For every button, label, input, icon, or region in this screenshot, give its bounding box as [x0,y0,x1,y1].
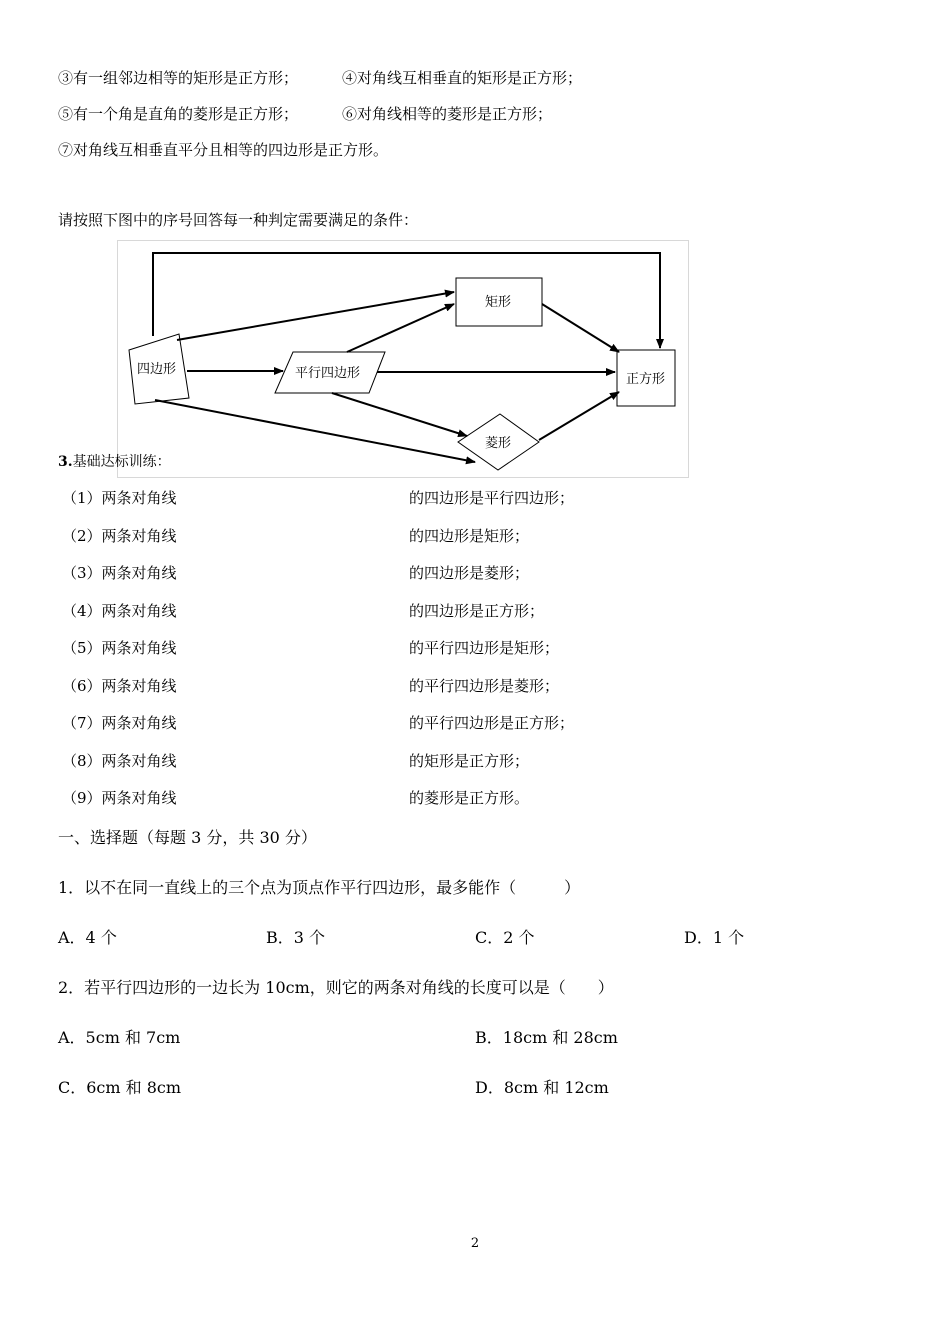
exercise-4-prefix: （4）两条对角线 [62,602,177,620]
exercise-2-suffix: 的四边形是矩形； [409,527,530,545]
question-2-stem: 2．若平行四边形的一边长为 10cm，则它的两条对角线的长度可以是（ ） [58,978,614,997]
intro-line-4: ④对角线互相垂直的矩形是正方形； [342,69,583,87]
question-2-option-d: D．8cm 和 12cm [475,1078,609,1097]
section-3-number: 3. [58,454,73,470]
node-rectangle-label: 矩形 [485,295,512,310]
exercise-3-prefix: （3）两条对角线 [62,564,177,582]
arrow-rectangle-to-square [542,304,619,352]
arrow-quadrilateral-to-rhombus [155,400,475,462]
node-parallelogram-label: 平行四边形 [295,366,361,381]
exercise-8-suffix: 的矩形是正方形； [409,752,530,770]
exercise-1-prefix: （1）两条对角线 [62,489,177,507]
question-1-option-a: A．4 个 [58,928,117,947]
page-number: 2 [470,1236,480,1251]
node-square-label: 正方形 [626,372,666,387]
question-2-option-b: B．18cm 和 28cm [475,1028,618,1047]
section-3-title-text: 基础达标训练： [72,454,171,470]
intro-line-5: ⑤有一个角是直角的菱形是正方形； [58,105,299,123]
exercise-8-prefix: （8）两条对角线 [62,752,177,770]
exercise-3-suffix: 的四边形是菱形； [409,564,530,582]
choice-section-title: 一、选择题（每题 3 分，共 30 分） [58,828,317,847]
arrow-quadrilateral-to-rectangle [177,292,454,340]
arrow-rhombus-to-square [539,392,619,440]
exercise-4-suffix: 的四边形是正方形； [409,602,545,620]
intro-line-6: ⑥对角线相等的菱形是正方形； [342,105,553,123]
quadrilateral-classification-diagram [117,240,689,478]
exercise-6-prefix: （6）两条对角线 [62,677,177,695]
exercise-1-suffix: 的四边形是平行四边形； [409,489,575,507]
node-rhombus-label: 菱形 [485,436,512,451]
section-3-title [58,452,171,472]
arrow-parallelogram-to-rhombus [332,393,467,436]
question-1-stem: 1．以不在同一直线上的三个点为顶点作平行四边形，最多能作（ ） [58,878,581,897]
intro-line-7: ⑦对角线互相垂直平分且相等的四边形是正方形。 [58,141,389,159]
exercise-5-suffix: 的平行四边形是矩形； [409,639,560,657]
exercise-9-suffix: 的菱形是正方形。 [409,789,530,807]
question-2-option-c: C．6cm 和 8cm [58,1078,182,1097]
diagram-frame [118,241,689,478]
diagram-prompt: 请按照下图中的序号回答每一种判定需要满足的条件： [58,211,419,229]
question-1-option-c: C．2 个 [475,928,535,947]
exercise-7-suffix: 的平行四边形是正方形； [409,714,575,732]
node-quadrilateral-label: 四边形 [137,362,177,377]
exercise-5-prefix: （5）两条对角线 [62,639,177,657]
arrow-parallelogram-to-rectangle [347,304,454,352]
exercise-2-prefix: （2）两条对角线 [62,527,177,545]
exercise-7-prefix: （7）两条对角线 [62,714,177,732]
intro-line-3: ③有一组邻边相等的矩形是正方形； [58,69,299,87]
question-2-option-a: A．5cm 和 7cm [58,1028,181,1047]
question-1-option-b: B．3 个 [266,928,326,947]
exercise-6-suffix: 的平行四边形是菱形； [409,677,560,695]
exercise-9-prefix: （9）两条对角线 [62,789,177,807]
question-1-option-d: D．1 个 [684,928,745,947]
